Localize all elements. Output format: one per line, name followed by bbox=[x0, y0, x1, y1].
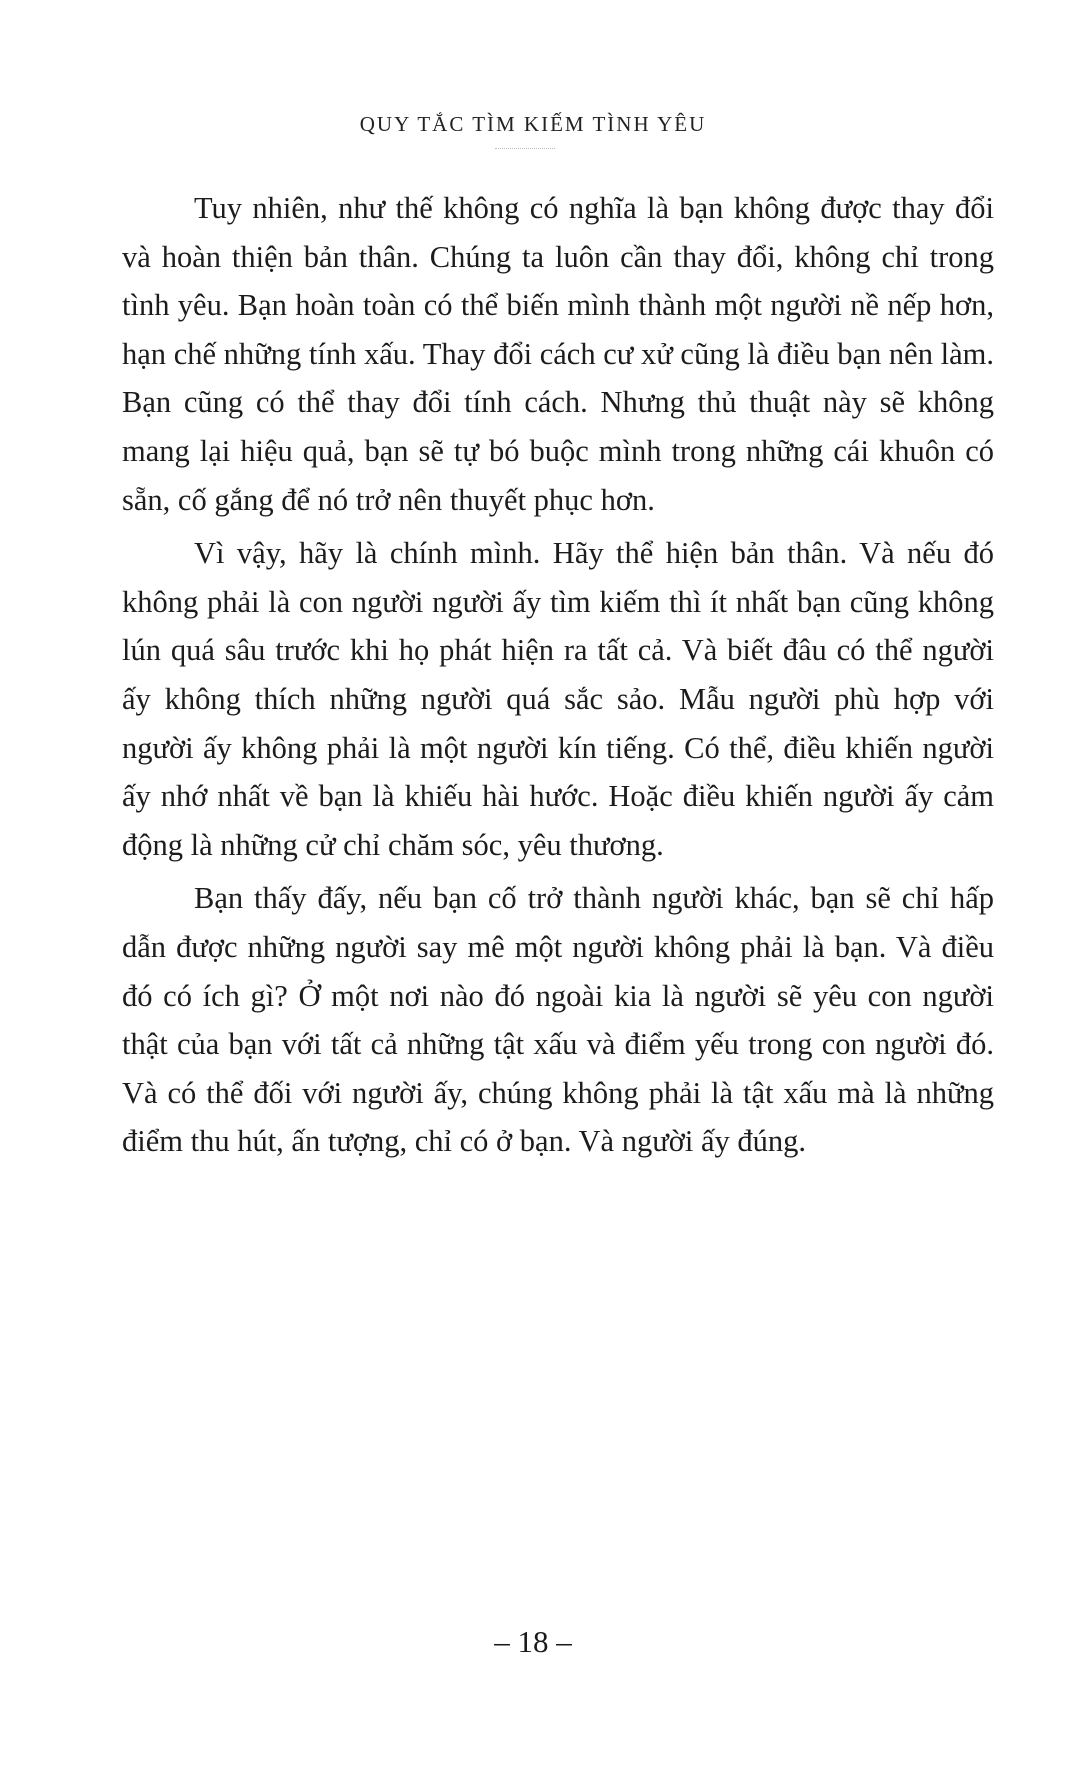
body-text bbox=[122, 184, 994, 1171]
header-divider bbox=[495, 148, 555, 149]
running-header: QUY TẮC TÌM KIẾM TÌNH YÊU bbox=[359, 112, 707, 136]
page-number: – 18 – bbox=[494, 1624, 572, 1659]
paragraph-1: Tuy nhiên, như thế không có nghĩa là bạn không được thay đổi và hoàn thiện bản thân. Chúng ta luôn cần thay đổi, không chỉ trong tình yêu. Bạn hoàn toàn có thể biến mình thành một người nề nếp hơn, hạn chế những tính xấu. Thay đổi cách cư xử cũng là điều bạn nên làm. Bạn cũng có thể thay đổi tính cách. Nhưng thủ thuật này sẽ không mang lại hiệu quả, bạn sẽ tự bó buộc mình trong những cái khuôn có sẵn, cố gắng để nó trở nên thuyết phục hơn. bbox=[122, 191, 994, 517]
paragraph-2: Vì vậy, hãy là chính mình. Hãy thể hiện bản thân. Và nếu đó không phải là con người người ấy tìm kiếm thì ít nhất bạn cũng không lún quá sâu trước khi họ phát hiện ra tất cả. Và biết đâu có thể người ấy không thích những người quá sắc sảo. Mẫu người phù hợp với người ấy không phải là một người kín tiếng. Có thể, điều khiến người ấy nhớ nhất về bạn là khiếu hài hước. Hoặc điều khiến người ấy cảm động là những cử chỉ chăm sóc, yêu thương. bbox=[122, 536, 994, 862]
paragraph-3: Bạn thấy đấy, nếu bạn cố trở thành người khác, bạn sẽ chỉ hấp dẫn được những người say mê một người không phải là bạn. Và điều đó có ích gì? Ở một nơi nào đó ngoài kia là người sẽ yêu con người thật của bạn với tất cả những tật xấu và điểm yếu trong con người đó. Và có thể đối với người ấy, chúng không phải là tật xấu mà là những điểm thu hút, ấn tượng, chỉ có ở bạn. Và người ấy đúng. bbox=[122, 881, 994, 1159]
